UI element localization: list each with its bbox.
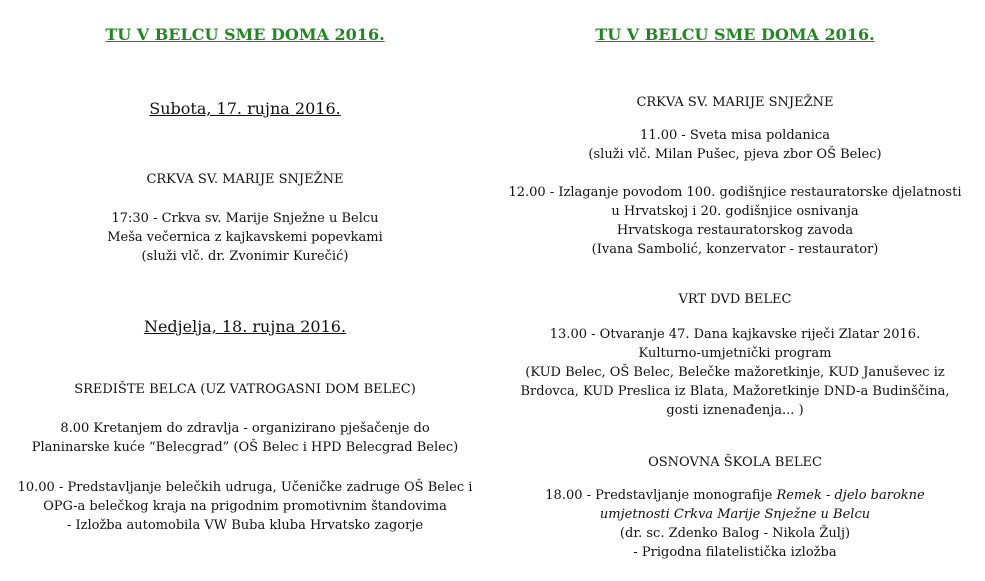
church-venue: CRKVA SV. MARIJE SNJEŽNE	[636, 95, 834, 110]
sunday-date: Nedjelja, 18. rujna 2016.	[143, 317, 347, 336]
sunday-event1-line: Planinarske kuće “Belecgrad” (OŠ Belec i HPD Belecgrad Belec)	[31, 440, 459, 455]
school-event-text: 18.00 - Predstavljanje monografije	[545, 488, 777, 503]
church-event2-line: Hrvatskoga restauratorskog zavoda	[616, 223, 854, 238]
monograph-title-part1: Remek - djelo barokne	[776, 488, 925, 503]
saturday-event-line: Meša večernica z kajkavskemi popevkami	[107, 230, 383, 245]
sunday-event2-line: - Izložba automobila VW Buba kluba Hrvatsko zagorje	[66, 518, 424, 533]
sunday-venue: SREDIŠTE BELCA (UZ VATROGASNI DOM BELEC)	[74, 382, 416, 397]
left-title: TU V BELCU SME DOMA 2016.	[105, 25, 385, 44]
sunday-event1-line: 8.00 Kretanjem do zdravlja - organizirano pješačenje do	[60, 421, 430, 436]
saturday-event-line: (služi vlč. dr. Zvonimir Kurečić)	[141, 249, 349, 264]
garden-venue: VRT DVD BELEC	[678, 292, 792, 307]
church-event2-line: 12.00 - Izlaganje povodom 100. godišnjice restauratorske djelatnosti	[508, 185, 962, 200]
garden-event-line: Brdovca, KUD Preslica iz Blata, Mažoretkinje DND-a Budinščina,	[520, 384, 950, 399]
garden-event-line: Kulturno-umjetnički program	[638, 346, 832, 361]
church-event1-line: 11.00 - Sveta misa poldanica	[640, 128, 830, 143]
school-venue: OSNOVNA ŠKOLA BELEC	[648, 455, 822, 470]
church-event1-line: (služi vlč. Milan Pušec, pjeva zbor OŠ Belec)	[588, 147, 882, 162]
school-event-authors: (dr. sc. Zdenko Balog - Nikola Žulj)	[619, 526, 851, 541]
garden-event-line: (KUD Belec, OŠ Belec, Belečke mažoretkinje, KUD Januševec iz	[525, 365, 945, 380]
garden-event-line: gosti iznenađenja... )	[666, 403, 804, 418]
garden-event-line: 13.00 - Otvaranje 47. Dana kajkavske riječi Zlatar 2016.	[549, 327, 921, 342]
sunday-event2-line: 10.00 - Predstavljanje belečkih udruga, Učeničke zadruge OŠ Belec i	[17, 480, 473, 495]
sunday-event2-line: OPG-a belečkog kraja na prigodnim promotivnim štandovima	[43, 499, 447, 514]
school-event-exhibition: - Prigodna filatelistička izložba	[633, 545, 837, 560]
saturday-venue: CRKVA SV. MARIJE SNJEŽNE	[146, 172, 344, 187]
church-event2-line: (Ivana Sambolić, konzervator - restaurator)	[591, 242, 879, 257]
saturday-event-line: 17:30 - Crkva sv. Marije Snježne u Belcu	[111, 211, 379, 226]
saturday-date: Subota, 17. rujna 2016.	[149, 99, 341, 118]
school-event-line1	[490, 487, 980, 505]
right-title: TU V BELCU SME DOMA 2016.	[595, 25, 875, 44]
church-event2-line: u Hrvatskoj i 20. godišnjice osnivanja	[611, 204, 859, 219]
monograph-title-part2: umjetnosti Crkva Marije Snježne u Belcu	[599, 507, 871, 522]
